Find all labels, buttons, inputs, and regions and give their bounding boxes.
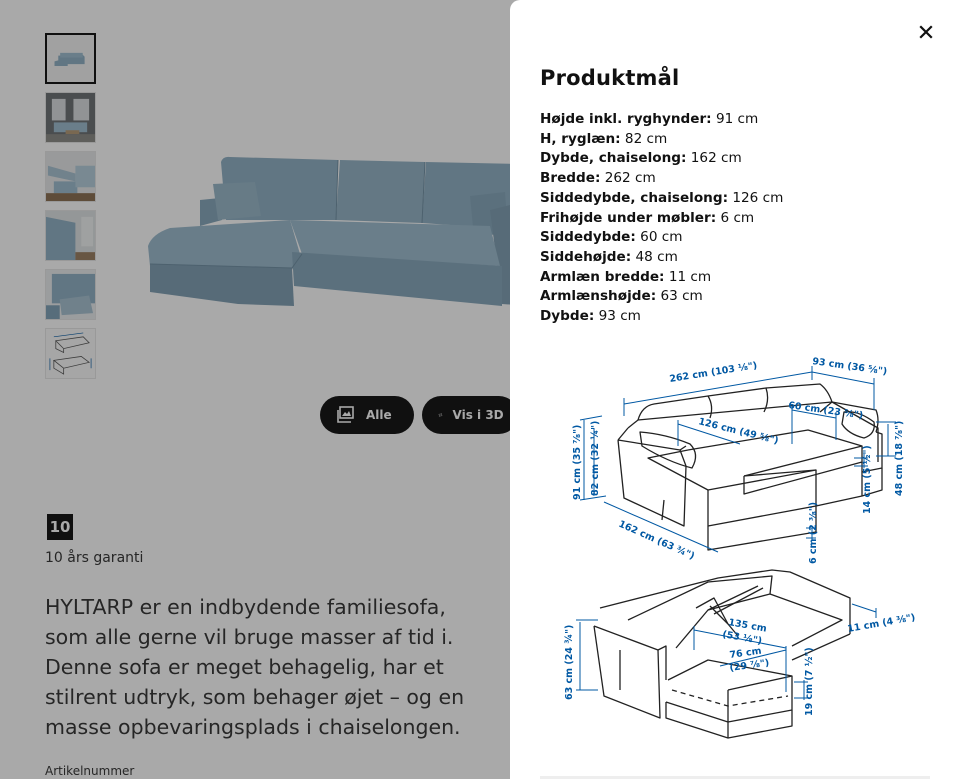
product-dimensions-panel bbox=[510, 0, 960, 779]
dimension-value: 262 cm bbox=[604, 170, 656, 187]
label-chaise-depth: 162 cm (63 ¾") bbox=[616, 518, 697, 563]
label-storage-depth: 19 cm (7 ½") bbox=[804, 647, 815, 716]
dimension-value: 93 cm bbox=[598, 308, 641, 325]
close-icon bbox=[918, 24, 934, 40]
dimension-value: 126 cm bbox=[732, 189, 784, 206]
label-height-back: 82 cm (32 ¼") bbox=[590, 420, 601, 496]
dimension-value: 91 cm bbox=[715, 111, 759, 127]
article-number-label: Artikelnummer bbox=[45, 764, 135, 778]
dimension-value: 162 cm bbox=[690, 150, 742, 167]
dimension-item bbox=[540, 149, 783, 169]
dimension-item bbox=[540, 209, 783, 229]
label-armrest-width: 11 cm (4 ⅜") bbox=[846, 612, 917, 635]
dimension-value: 82 cm bbox=[624, 130, 668, 147]
dimension-value: 63 cm bbox=[660, 288, 703, 305]
dimension-value: 6 cm bbox=[720, 209, 755, 226]
label-seat-thickness: 14 cm (5 ½") bbox=[862, 445, 873, 514]
dimension-value: 11 cm bbox=[668, 268, 712, 285]
dimension-label: Siddedybde: bbox=[540, 229, 636, 246]
label-armrest-height: 63 cm (24 ¾") bbox=[564, 624, 575, 700]
show-all-label: Alle bbox=[366, 408, 392, 422]
panel-title: Produktmål bbox=[540, 66, 680, 90]
label-storage-width: 76 cm bbox=[728, 645, 763, 661]
dimension-value: 48 cm bbox=[635, 248, 678, 265]
dimension-item bbox=[540, 169, 783, 189]
dimension-label: Dybde: bbox=[540, 308, 595, 325]
dimension-item bbox=[540, 268, 783, 288]
dimension-item bbox=[540, 130, 783, 150]
label-clearance: 6 cm (2 ⅜") bbox=[808, 501, 819, 564]
product-description: HYLTARP er en indbydende familiesofa, som alle gerne vil bruge masser af tid i. Denne sofa er meget behagelig, har et stilrent udtryk, som behager øjet – og en masse opbevaringsplads i chaiselongen. bbox=[45, 595, 465, 739]
label-depth: 93 cm (36 ⅝") bbox=[811, 356, 888, 378]
dimension-value: 60 cm bbox=[640, 229, 683, 246]
dimension-label: Siddedybde, chaiselong: bbox=[540, 189, 729, 206]
dimension-label: Armlæn bredde: bbox=[540, 268, 665, 285]
dimension-item bbox=[540, 287, 783, 307]
dimension-item bbox=[540, 189, 783, 209]
label-width: 262 cm (103 ⅛") bbox=[668, 360, 758, 385]
dimension-item bbox=[540, 110, 783, 130]
label-seat-height: 48 cm (18 ⅞") bbox=[894, 420, 905, 496]
label-height-cushion: 91 cm (35 ⅞") bbox=[572, 424, 583, 500]
dimension-label: Frihøjde under møbler: bbox=[540, 209, 717, 226]
warranty-text[interactable]: 10 års garanti bbox=[45, 550, 144, 566]
dimension-label: Dybde, chaiselong: bbox=[540, 150, 687, 167]
label-seat-depth: 60 cm (23 ⅝") bbox=[787, 400, 864, 422]
warranty-badge: 10 bbox=[47, 514, 73, 540]
label-storage-length-in: (53 ⅛") bbox=[721, 629, 763, 647]
label-storage-width-in: (29 ⅞") bbox=[728, 657, 771, 674]
dimension-item bbox=[540, 248, 783, 268]
dimension-label: Højde inkl. ryghynder: bbox=[540, 111, 712, 127]
label-storage-length: 135 cm bbox=[727, 617, 768, 635]
dimension-item bbox=[540, 228, 783, 248]
dimensions-list bbox=[540, 110, 783, 327]
sofa-dimension-drawing bbox=[558, 350, 932, 742]
dimension-label: Siddehøjde: bbox=[540, 248, 632, 265]
view-3d-label: Vis i 3D bbox=[452, 408, 504, 422]
dimension-label: H, ryglæn: bbox=[540, 130, 621, 147]
close-panel-button[interactable] bbox=[906, 16, 946, 48]
dimension-label: Armlænshøjde: bbox=[540, 288, 657, 305]
dimension-label: Bredde: bbox=[540, 170, 601, 187]
dimension-diagram bbox=[558, 350, 932, 742]
label-chaise-seat-depth: 126 cm (49 ⅝") bbox=[697, 416, 780, 447]
dimension-item bbox=[540, 307, 783, 327]
